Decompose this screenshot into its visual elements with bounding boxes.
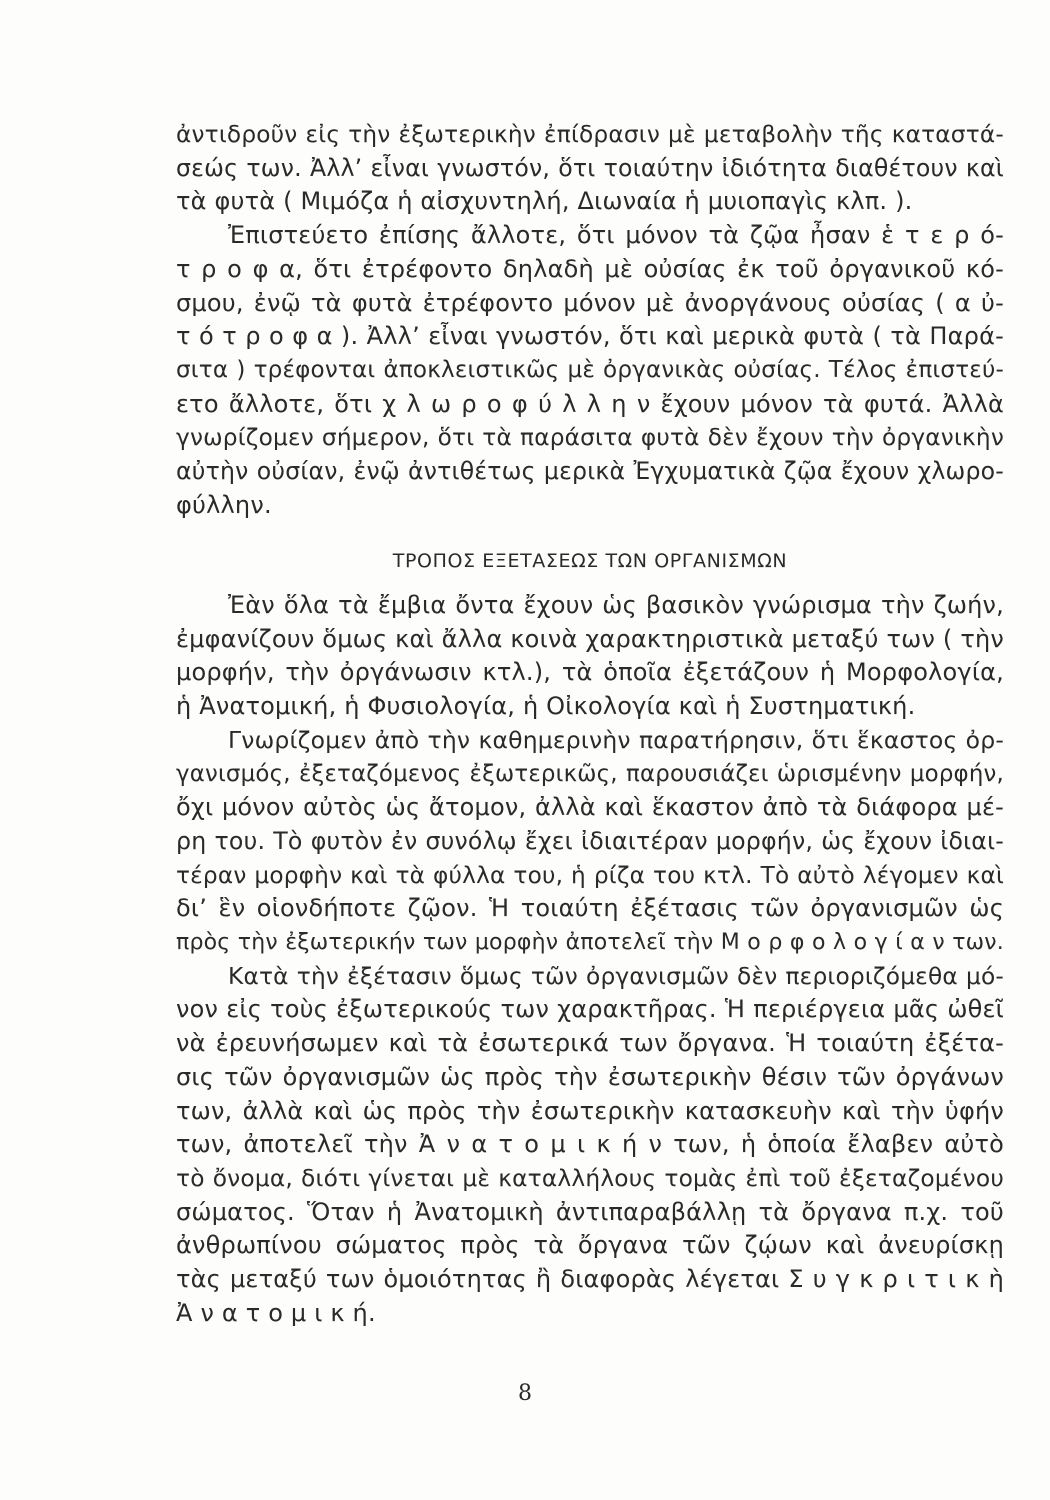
text-line: τὰς μεταξύ των ὁμοιότητας ἢ διαφορὰς λέγεται Σ υ γ κ ρ ι τ ι κ ὴ: [176, 1265, 1004, 1294]
text-line: πρὸς τὴν ἐξωτερικήν των μορφὴν ἀποτελεῖ τὴν Μ ο ρ φ ο λ ο γ ί α ν των.: [176, 930, 1004, 956]
text-line: σώματος. Ὅταν ἡ Ἀνατομικὴ ἀντιπαραβάλλῃ τὰ ὄργανα π.χ. τοῦ: [176, 1197, 1004, 1226]
text-line: Ἐὰν ὅλα τὰ ἔμβια ὄντα ἔχουν ὡς βασικὸν γνώρισμα τὴν ζωήν,: [228, 591, 1004, 619]
text-line: Ἐπιστεύετο ἐπίσης ἄλλοτε, ὅτι μόνον τὰ ζῷα ἦσαν ἑ τ ε ρ ό-: [228, 221, 1004, 250]
text-line: τὰ φυτὰ ( Μιμόζα ἡ αἰσχυντηλή, Διωναία ἡ μυιοπαγὶς κλπ. ).: [176, 187, 913, 216]
text-line: ρη του. Τὸ φυτὸν ἐν συνόλῳ ἔχει ἰδιαιτέραν μορφήν, ὡς ἔχουν ἰδιαι-: [176, 826, 1004, 855]
text-line: δι’ ἓν οἱονδήποτε ζῷον. Ἡ τοιαύτη ἐξέτασις τῶν ὀργανισμῶν ὡς: [176, 894, 1004, 923]
text-line: ἀνθρωπίνου σώματος πρὸς τὰ ὄργανα τῶν ζῴων καὶ ἀνευρίσκῃ: [176, 1231, 1004, 1260]
text-line: σις τῶν ὀργανισμῶν ὡς πρὸς τὴν ἐσωτερικὴν θέσιν τῶν ὀργάνων: [176, 1062, 1004, 1091]
text-line: νον εἰς τοὺς ἐξωτερικούς των χαρακτῆρας. Ἡ περιέργεια μᾶς ὠθεῖ: [176, 995, 1004, 1024]
text-line: ἀντιδροῦν εἰς τὴν ἐξωτερικὴν ἐπίδρασιν μὲ μεταβολὴν τῆς καταστά-: [176, 121, 1004, 148]
text-line: Γνωρίζομεν ἀπὸ τὴν καθημερινὴν παρατήρησιν, ὅτι ἕκαστος ὀρ-: [228, 725, 1004, 754]
text-line: των, ἀποτελεῖ τὴν Ἀ ν α τ ο μ ι κ ή ν των, ἡ ὁποία ἔλαβεν αὐτὸ: [176, 1130, 1004, 1159]
text-line: γνωρίζομεν σήμερον, ὅτι τὰ παράσιτα φυτὰ δὲν ἔχουν τὴν ὀργανικὴν: [176, 424, 1004, 452]
text-line: Κατὰ τὴν ἐξέτασιν ὅμως τῶν ὀργανισμῶν δὲν περιοριζόμεθα μό-: [228, 962, 1004, 990]
text-line: τ ρ ο φ α, ὅτι ἐτρέφοντο δηλαδὴ μὲ οὐσίας ἐκ τοῦ ὀργανικοῦ κό-: [176, 254, 1004, 283]
section-heading: ΤΡΟΠΟΣ ΕΞΕΤΑΣΕΩΣ ΤΩΝ ΟΡΓΑΝΙΣΜΩΝ: [392, 550, 788, 572]
text-line: Ἀ ν α τ ο μ ι κ ή.: [176, 1298, 376, 1327]
text-line: νὰ ἐρευνήσωμεν καὶ τὰ ἐσωτερικά των ὄργανα. Ἡ τοιαύτη ἐξέτα-: [176, 1029, 1004, 1058]
text-line: ὄχι μόνον αὐτὸς ὡς ἄτομον, ἀλλὰ καὶ ἕκαστον ἀπὸ τὰ διάφορα μέ-: [176, 793, 1004, 822]
page-number: 8: [518, 1381, 532, 1406]
text-line: μορφήν, τὴν ὀργάνωσιν κτλ.), τὰ ὁποῖα ἐξετάζουν ἡ Μορφολογία,: [176, 658, 1004, 687]
text-line: σμου, ἐνῷ τὰ φυτὰ ἐτρέφοντο μόνον μὲ ἀνοργάνους οὐσίας ( α ὐ-: [176, 288, 1004, 317]
text-line: γανισμός, ἐξεταζόμενος ἐξωτερικῶς, παρουσιάζει ὡρισμένην μορφήν,: [176, 760, 1004, 787]
text-line: φύλλην.: [176, 490, 272, 519]
text-line: των, ἀλλὰ καὶ ὡς πρὸς τὴν ἐσωτερικὴν κατασκευὴν καὶ τὴν ὑφήν: [176, 1096, 1004, 1125]
text-line: ἡ Ἀνατομική, ἡ Φυσιολογία, ἡ Οἰκολογία καὶ ἡ Συστηματική.: [176, 692, 916, 721]
text-line: ετο ἄλλοτε, ὅτι χ λ ω ρ ο φ ύ λ λ η ν ἔχουν μόνον τὰ φυτά. Ἀλλὰ: [176, 389, 1004, 418]
text-line: ἐμφανίζουν ὅμως καὶ ἄλλα κοινὰ χαρακτηριστικὰ μεταξύ των ( τὴν: [176, 624, 1004, 653]
text-line: αὐτὴν οὐσίαν, ἐνῷ ἀντιθέτως μερικὰ Ἐγχυματικὰ ζῷα ἔχουν χλωρο-: [176, 457, 1004, 486]
text-line: σεώς των. Ἀλλ’ εἶναι γνωστόν, ὅτι τοιαύτην ἰδιότητα διαθέτουν καὶ: [176, 153, 1004, 182]
paragraph-block-main: [176, 589, 1004, 1330]
paragraph-block-intro: [176, 118, 1004, 522]
text-line: σιτα ) τρέφονται ἀποκλειστικῶς μὲ ὀργανικὰς οὐσίας. Τέλος ἐπιστεύ-: [176, 356, 1004, 383]
text-line: τὸ ὄνομα, διότι γίνεται μὲ καταλλήλους τομὰς ἐπὶ τοῦ ἐξεταζομένου: [176, 1164, 1004, 1192]
text-line: τ ό τ ρ ο φ α ). Ἀλλ’ εἶναι γνωστόν, ὅτι καὶ μερικὰ φυτὰ ( τὰ Παρά-: [176, 322, 1004, 351]
text-line: τέραν μορφὴν καὶ τὰ φύλλα του, ἡ ρίζα του κτλ. Τὸ αὐτὸ λέγομεν καὶ: [176, 861, 1004, 889]
